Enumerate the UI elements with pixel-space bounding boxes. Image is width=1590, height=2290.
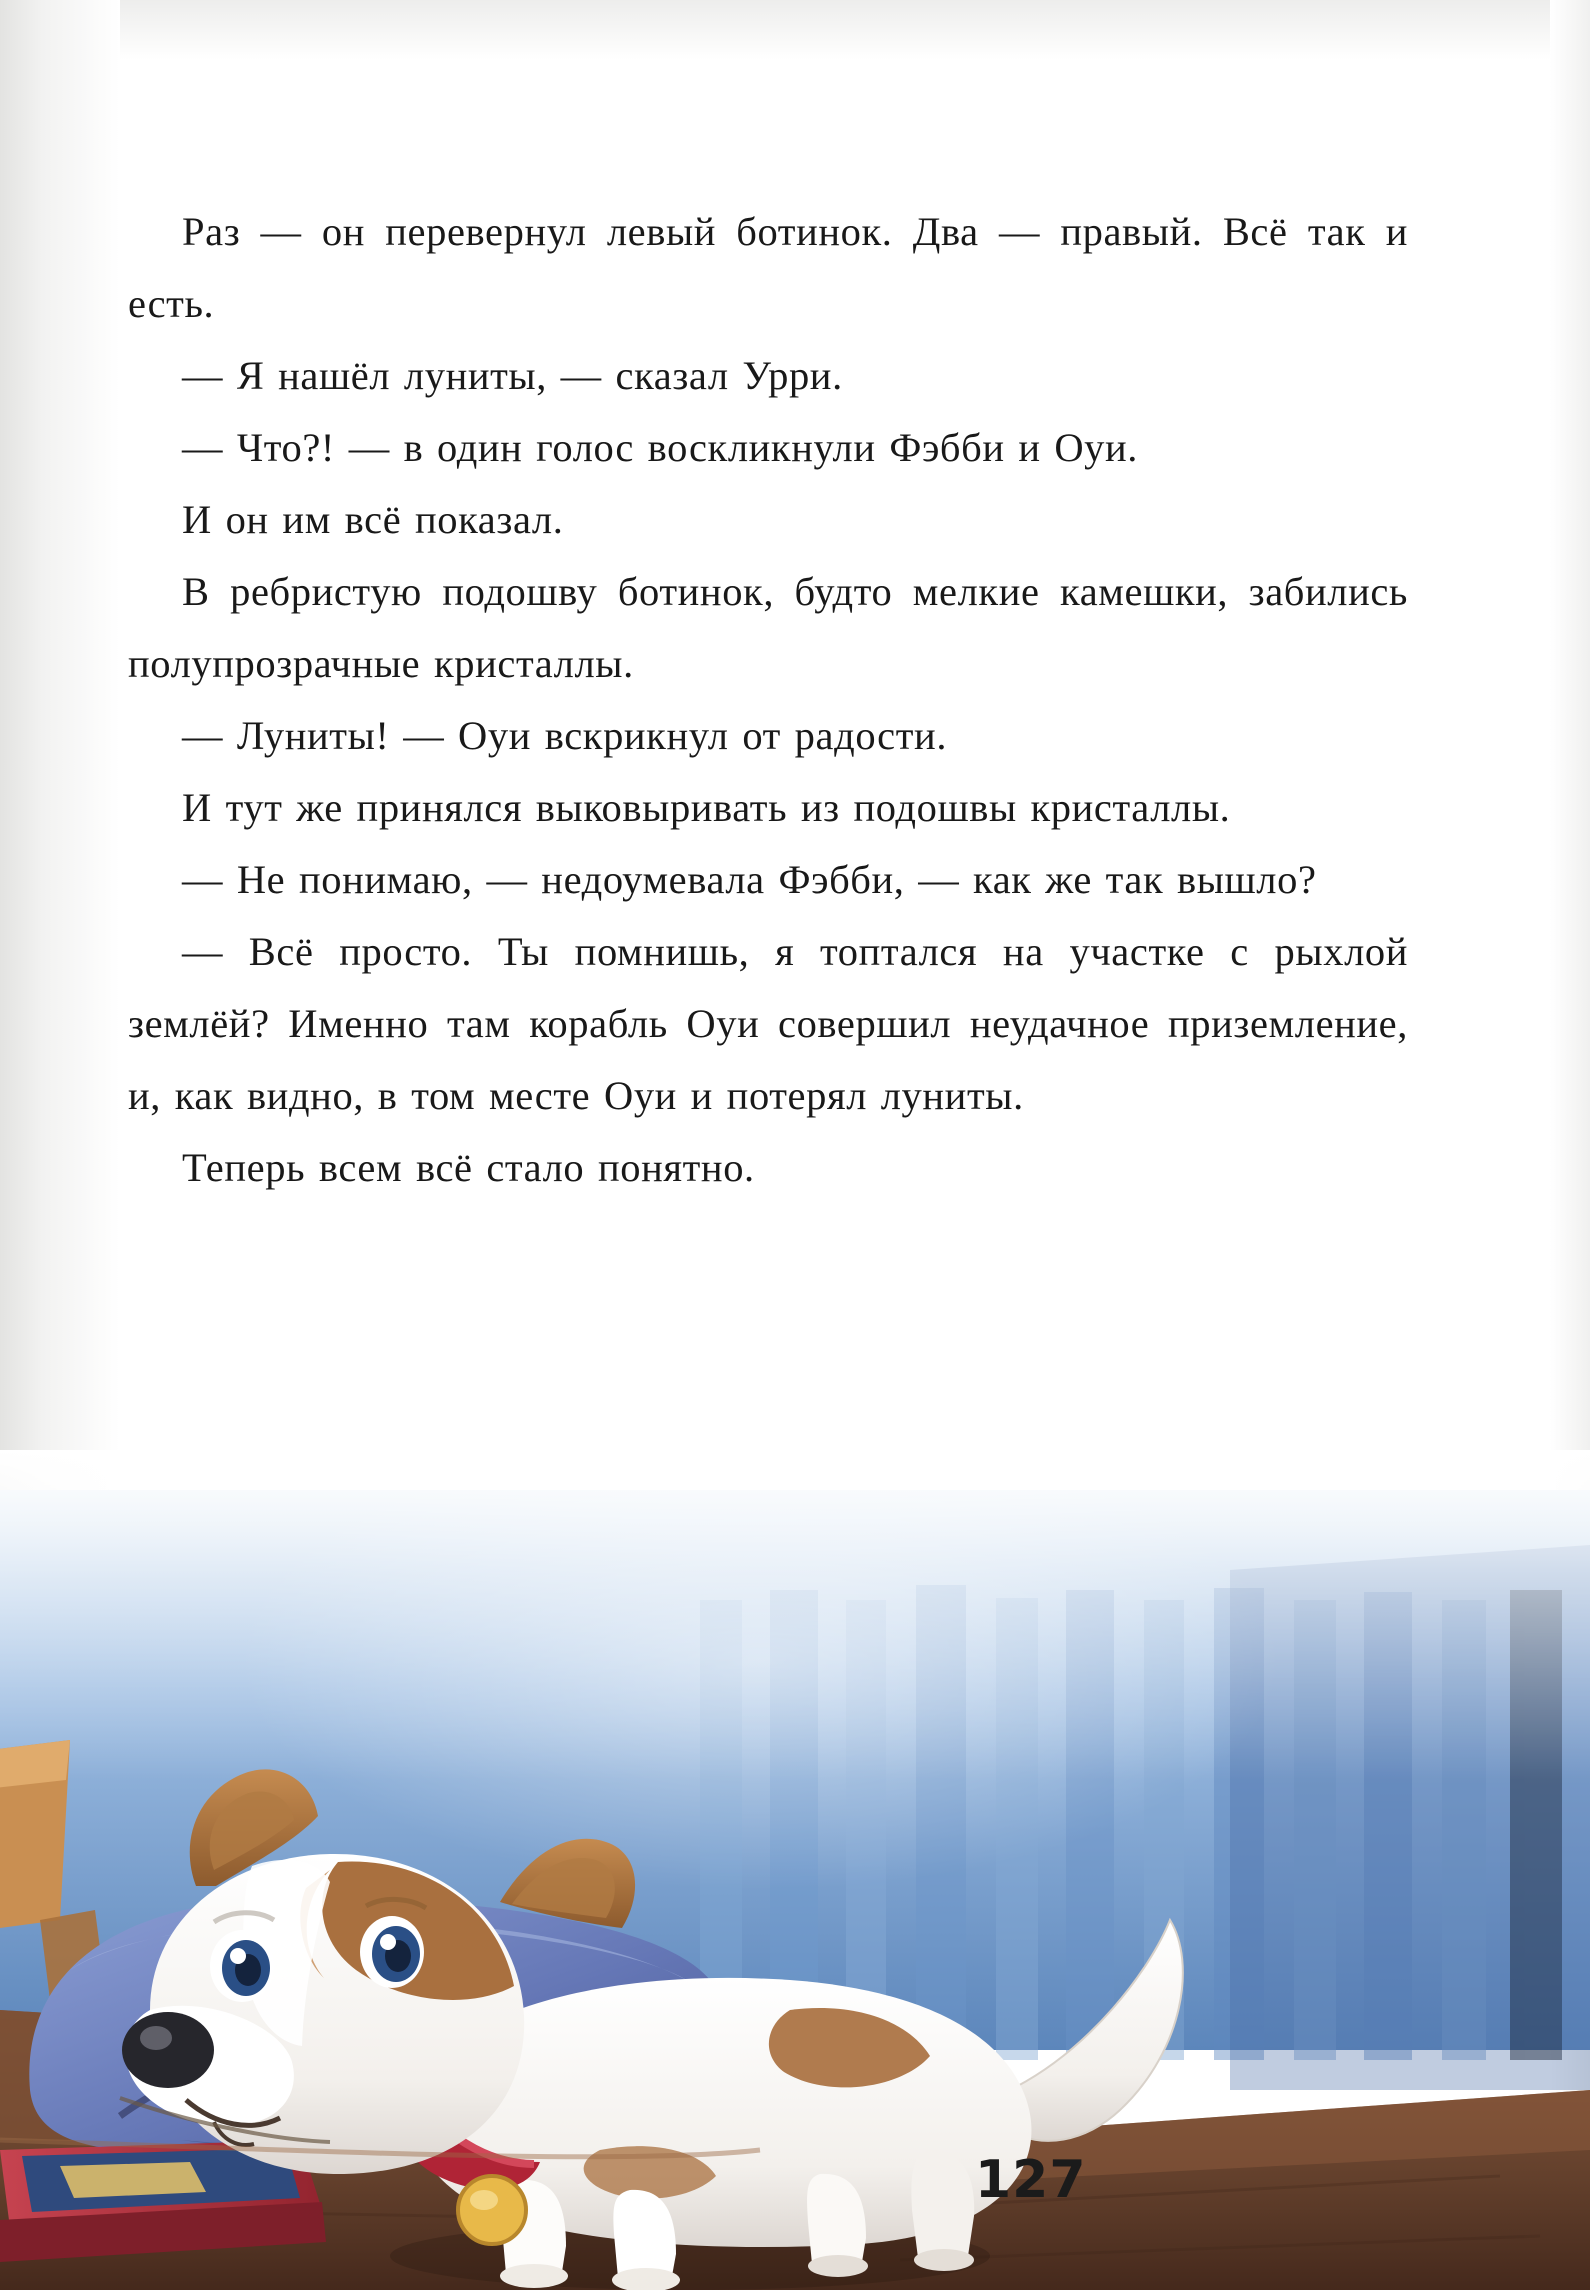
paragraph: Теперь всем всё стало понятно. bbox=[182, 1145, 755, 1190]
page-text-body bbox=[128, 196, 1408, 1204]
paragraph: И он им всё показал. bbox=[182, 497, 564, 542]
puppy-on-table-illustration bbox=[0, 1450, 1590, 2290]
paragraph: В ребристую подошву ботинок, будто мелкие камешки, забились полупрозрачные кристаллы. bbox=[128, 569, 1408, 686]
paragraph: — Всё просто. Ты помнишь, я топтался на участке с рыхлой землёй? Именно там корабль Оуи совершил неудачное приземление, и, как видно, в том месте Оуи и потерял луниты. bbox=[128, 929, 1408, 1118]
paragraph: — Я нашёл луниты, — сказал Урри. bbox=[182, 353, 843, 398]
paragraph: — Не понимаю, — недоумевала Фэбби, — как же так вышло? bbox=[182, 857, 1317, 902]
paragraph: — Что?! — в один голос воскликнули Фэбби и Оуи. bbox=[182, 425, 1139, 470]
paragraph: — Луниты! — Оуи вскрикнул от радости. bbox=[182, 713, 948, 758]
page-number: 127 bbox=[975, 2150, 1087, 2210]
paragraph: И тут же принялся выковыривать из подошвы кристаллы. bbox=[182, 785, 1231, 830]
page-top-shading bbox=[0, 0, 1590, 60]
paragraph: Раз — он перевернул левый ботинок. Два — правый. Всё так и есть. bbox=[128, 209, 1408, 326]
